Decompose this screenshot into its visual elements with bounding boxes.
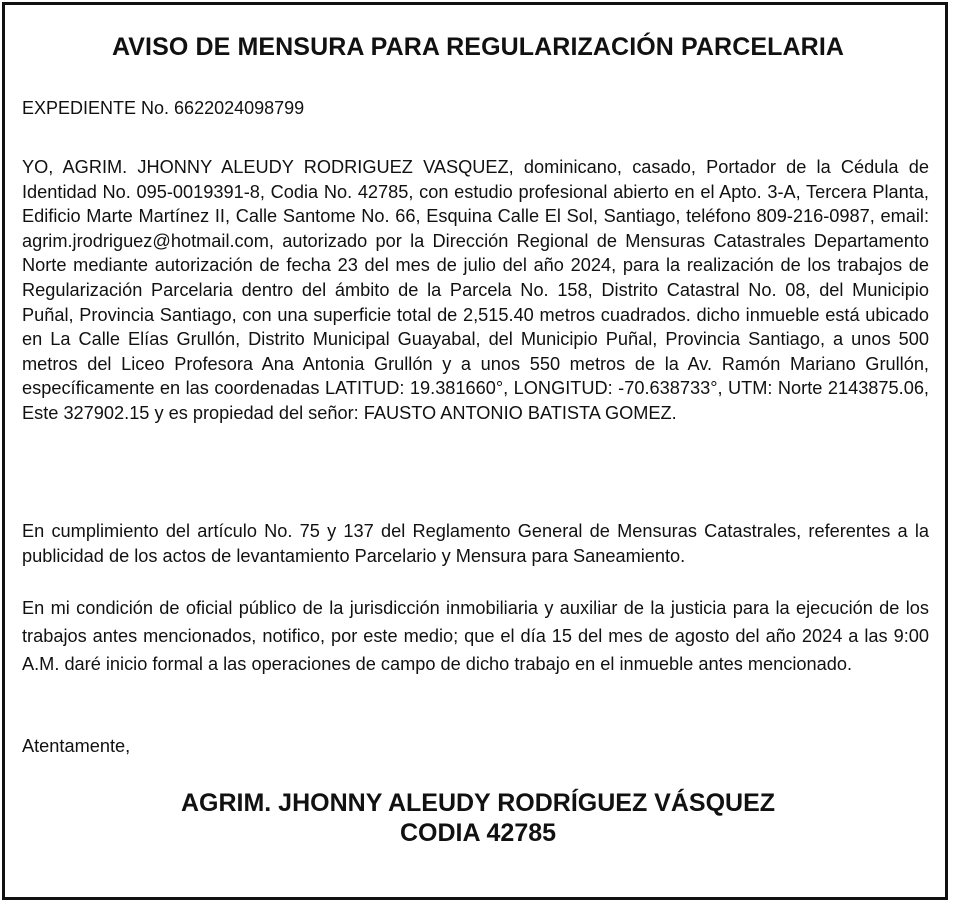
closing-salutation: Atentamente, [22, 736, 131, 756]
expediente-number: EXPEDIENTE No. 6622024098799 [22, 98, 305, 118]
signature-name: AGRIM. JHONNY ALEUDY RODRÍGUEZ VÁSQUEZ [180, 789, 776, 817]
notice-frame [2, 2, 948, 900]
paragraph-surveyor-details: YO, AGRIM. JHONNY ALEUDY RODRIGUEZ VASQUEZ, dominicano, casado, Portador de la Cédula de Identidad No. 095-0019391-8, Codia No. 42785, con estudio profesional abierto en el Apto. 3-A, Tercera Planta, Edificio Marte Martínez II, Calle Santome No. 66, Esquina Calle El Sol, Santiago, teléfono 809-216-0987, email: agrim.jrodriguez@hotmail.com, autorizado por la Dirección Regional de Mensuras Catastrales Departamento Norte mediante autorización de fecha 23 del mes de julio del año 2024, para la realización de los trabajos de Regularización Parcelaria dentro del ámbito de la Parcela No. 158, Distrito Catastral No. 08, del Municipio Puñal, Provincia Santiago, con una superficie total de 2,515.40 metros cuadrados. dicho inmueble está ubicado en La Calle Elías Grullón, Distrito Municipal Guayabal, del Municipio Puñal, Provincia Santiago, a unos 500 metros del Liceo Profesora Ana Antonia Grullón y a unos 550 metros de la Av. Ramón Mariano Grullón, específicamente en las coordenadas LATITUD: 19.381660°, LONGITUD: -70.638733°, UTM: Norte 2143875.06, Este 327902.15 y es propiedad del señor: FAUSTO ANTONIO BATISTA GOMEZ. [22, 157, 929, 423]
notice-title: AVISO DE MENSURA PARA REGULARIZACIÓN PARCELARIA [111, 33, 845, 61]
signature-codia: CODIA 42785 [399, 819, 557, 847]
paragraph-notification: En mi condición de oficial público de la jurisdicción inmobiliaria y auxiliar de la justicia para la ejecución de los trabajos antes mencionados, notifico, por este medio; que el día 15 del mes de agosto del año 2024 a las 9:00 A.M. daré inicio formal a las operaciones de campo de dicho trabajo en el inmueble antes mencionado. [22, 598, 929, 674]
signature-block [5, 788, 951, 848]
paragraph-legal-basis: En cumplimiento del artículo No. 75 y 137 del Reglamento General de Mensuras Catastrales, referentes a la publicidad de los actos de levantamiento Parcelario y Mensura para Saneamiento. [22, 521, 929, 566]
